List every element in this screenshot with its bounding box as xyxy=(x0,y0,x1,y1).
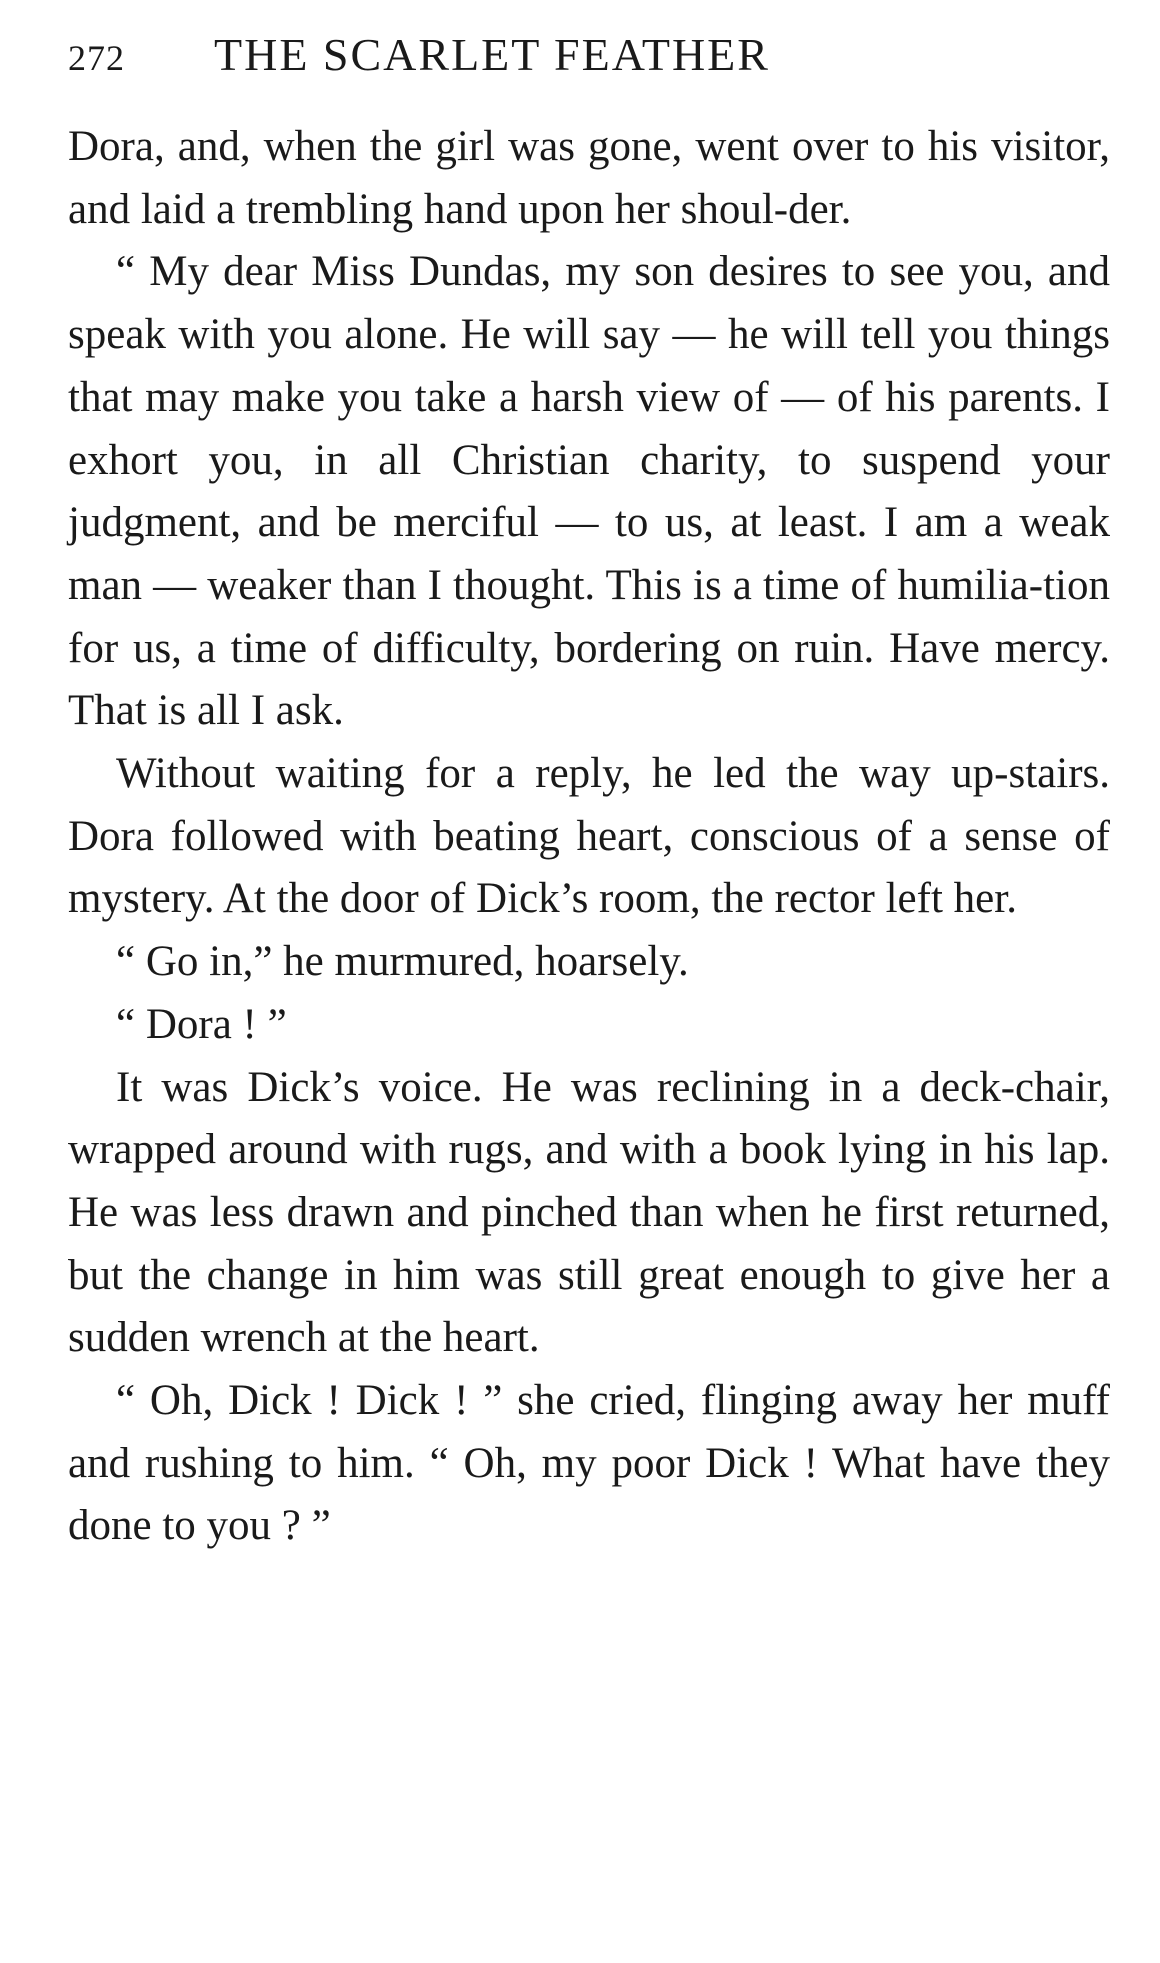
page-header xyxy=(68,28,1110,104)
paragraph: “ Go in,” he murmured, hoarsely. xyxy=(116,938,689,986)
paragraph: “ Dora ! ” xyxy=(116,1000,287,1048)
paragraph: It was Dick’s voice. He was reclining in a deck-chair, wrapped around with rugs, and with a book lying in his lap. He was less drawn and pinched than when he first returned, but the change in him was still great enough to give her a sudden wrench at the heart. xyxy=(68,1063,1110,1362)
running-title: THE SCARLET FEATHER xyxy=(214,29,770,80)
page-number: 272 xyxy=(68,38,125,78)
paragraph: “ My dear Miss Dundas, my son desires to see you, and speak with you alone. He will say — he will tell you things that may make you take a harsh view of — of his parents. I exhort you, in all Christian charity, to suspend your judgment, and be merciful — to us, at least. I am a weak man — weaker than I thought. This is a time of humilia-tion for us, a time of difficulty, bordering on ruin. Have mercy. That is all I ask. xyxy=(68,248,1110,735)
book-page xyxy=(68,28,1110,1558)
paragraph: Dora, and, when the girl was gone, went over to his visitor, and laid a trembling hand upon her shoul-der. xyxy=(68,123,1110,233)
paragraph: Without waiting for a reply, he led the way up-stairs. Dora followed with beating heart, conscious of a sense of mystery. At the door of Dick’s room, the rector left her. xyxy=(68,750,1110,923)
body-text xyxy=(68,116,1110,1558)
paragraph: “ Oh, Dick ! Dick ! ” she cried, flinging away her muff and rushing to him. “ Oh, my poor Dick ! What have they done to you ? ” xyxy=(68,1377,1110,1550)
